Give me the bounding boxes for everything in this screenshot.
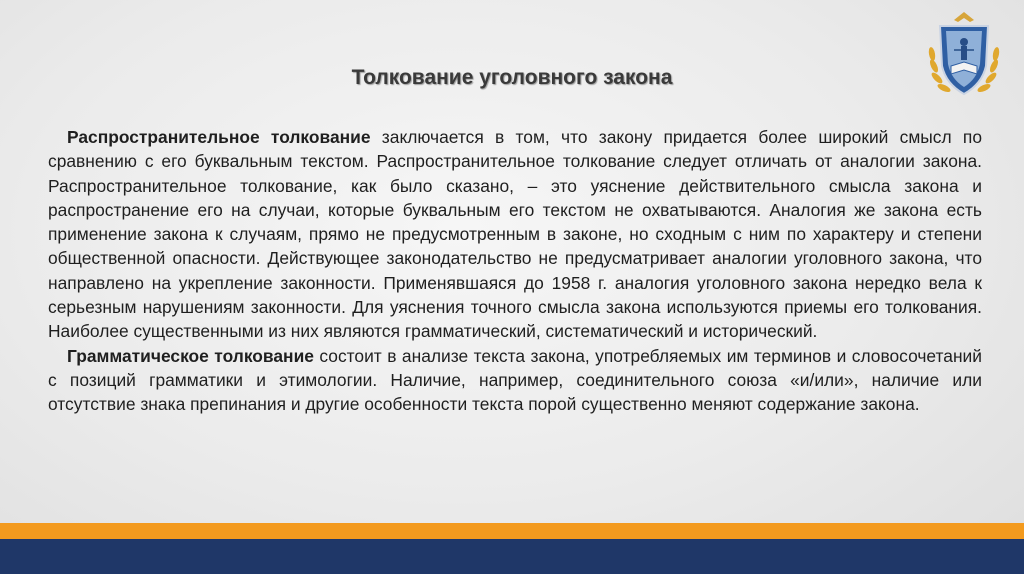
term-extensive-interpretation: Распространительное толкование: [67, 127, 371, 147]
footer-bar: [0, 539, 1024, 574]
slide-title: Толкование уголовного закона: [351, 66, 673, 89]
paragraph-text: заключается в том, что закону придается более широкий смысл по сравнению с его буквальным текстом. Распространительное толкование следует отличать от аналогии закона. Распространительное толкование, как было сказано, – это уяснение действительного смысла закона и распространение его на случаи, которые буквальным его текстом не охватываются. Аналогия же закона есть применение закона к случаям, прямо не предусмотренным в законе, но сходным с ним по характеру и степени общественной опасности. Действующее законодательство не предусматривает аналогии уголовного закона, что направлено на укрепление законности. Применявшаяся до 1958 г. аналогия уголовного закона нередко вела к серьезным нарушениям законности. Для уяснения точного смысла закона используются приемы его толкования. Наиболее существенными из них являются грамматический, систематический и исторический.: [48, 127, 982, 342]
term-grammatical-interpretation: Грамматическое толкование: [67, 345, 314, 366]
paragraph-text: состоит в анализе текста закона, употребляемых им терминов и словосочетаний с позиций грамматики и этимологии. Наличие, например, соединительного союза «и/или», наличие или отсутствие знака препинания и другие особенности текста порой существенно меняют содержание закона.: [48, 345, 982, 415]
paragraph-grammatical-interpretation: [48, 344, 982, 417]
slide-body: [48, 125, 982, 417]
footer-accent-stripe: [0, 523, 1024, 539]
paragraph-extensive-interpretation: [48, 125, 982, 344]
